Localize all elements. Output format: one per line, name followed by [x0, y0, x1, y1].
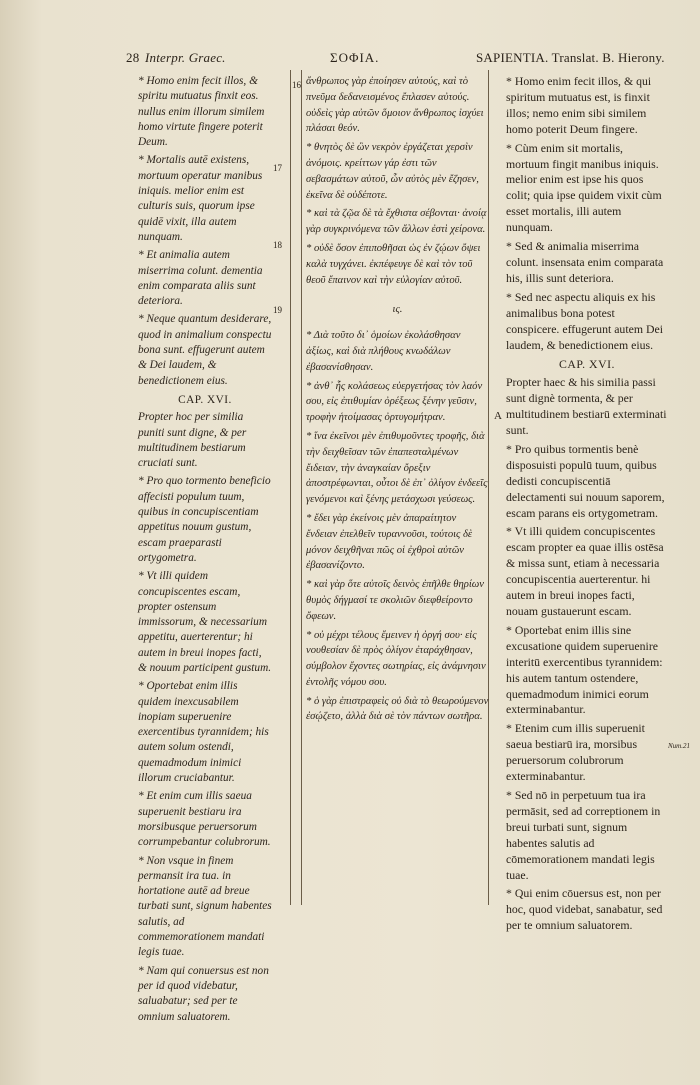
paragraph: * Homo enim fecit illos, & spiritu mutuatus finxit eos. nullus enim illorum similem homo virtute fingere poterit Deum.: [138, 75, 265, 149]
paragraph: * ἔδει γὰρ ἐκείνοις μὲν ἀπαραίτητον ἔνδειαν ἐπελθεῖν τυραννοῦσι, τούτοις δὲ μόνον δειχθῆναι πῶς οἱ ἐχθροὶ αὐτῶν ἐβασανίζοντο.: [306, 512, 473, 572]
verse-number: 16: [292, 80, 301, 90]
paragraph: * ὁ γὰρ ἐπιστραφεὶς οὐ διὰ τὸ θεωρούμενον ἐσῴζετο, ἀλλὰ διὰ σὲ τὸν πάντων σωτῆρα.: [306, 695, 489, 723]
paragraph: * Oportebat enim illis sine excusatione quidem superuenire interitū exercentibus tyrannidem: his autem tantum ostendere, quemadmodum inimici eorum exterminabantur.: [506, 622, 663, 717]
paragraph: ἄνθρωπος γὰρ ἐποίησεν αὐτούς, καὶ τὸ πνεῦμα δεδανεισμένος ἔπλασεν αὐτούς. οὐδεὶς γὰρ αὐτῶν ὅμοιον ἄνθρωπος ἰσχύει πλάσαι θεόν.: [306, 76, 484, 135]
paragraph: * Sed nō in perpetuum tua ira permāsit, sed ad correptionem in breui turbati sunt, signum habentes salutis ad cōmemorationem mandati legis tuae.: [506, 787, 661, 882]
paragraph: Propter hoc per similia puniti sunt digne, & per multitudinem bestiarum cruciati sunt.: [138, 411, 247, 470]
column-rule-left-inner: [301, 70, 302, 905]
paragraph: * Sed nec aspectu aliquis ex his animalibus bona potest conspicere. effugerunt autem Dei laudem, & benedictionem eius.: [506, 289, 664, 352]
left-running-head: Interpr. Graec.: [145, 50, 226, 65]
paragraph: * Pro quo tormento beneficio affecisti populum tuum, quibus in concupiscentiam appetitus nouum gustum, escam praeparasti ortygometra.: [138, 475, 271, 564]
margin-note: Num.21: [668, 742, 690, 750]
greek-column: [306, 74, 489, 728]
verse-number: 17: [273, 163, 282, 173]
right-running-head: SAPIENTIA. Translat. B. Hierony.: [476, 50, 665, 65]
paragraph: * καὶ γὰρ ὅτε αὐτοῖς δεινὸς ἐπῆλθε θηρίων θυμὸς δήγμασί τε σκολιῶν διεφθείροντο ὄφεων.: [306, 579, 484, 622]
latin-interpretation-column: [138, 74, 272, 1028]
paragraph: * Pro quibus tormentis benè disposuisti populū tuum, quibus dedisti concupiscentiā delectamenti sui nouum saporem, escam parans eis ortygometram.: [506, 441, 665, 520]
page-number: 28: [126, 50, 140, 65]
paragraph: * Sed & animalia miserrima colunt. insensata enim comparata his, illis sunt deteriora.: [506, 239, 664, 285]
paragraph: * Et animalia autem miserrima colunt. dementia enim comparata aliis sunt deteriora.: [138, 249, 263, 308]
paragraph: * Cùm enim sit mortalis, mortuum fingit manibus iniquis. melior enim est ipse his quos colit; quia ipse quidem vixit cùm esset mortalis, illi autem nunquam.: [506, 140, 662, 235]
middle-running-head: ΣΟΦΙΑ.: [330, 50, 380, 65]
paragraph: * Oportebat enim illis quidem inexcusabilem inopiam superuenire exercentibus tyrannidem; his autem solum ostendi, quemadmodum inimici illorum cruciabantur.: [138, 680, 269, 785]
jerome-translation-column: [506, 74, 668, 937]
paragraph: * καὶ τὰ ζῷα δὲ τὰ ἔχθιστα σέβονται· ἀνοίᾳ γὰρ συγκρινόμενα τῶν ἄλλων ἐστὶ χείρονα.: [306, 208, 487, 236]
chapter-heading: ις.: [392, 304, 403, 316]
paragraph: * Qui enim cōuersus est, non per hoc, quod videbat, sanabatur, sed per te omnium saluatorem.: [506, 886, 663, 933]
paragraph: * οὐ μέχρι τέλους ἔμεινεν ἡ ὀργή σου· εἰς νουθεσίαν δὲ πρὸς ὀλίγον ἐταράχθησαν, σύμβολον ἔχοντες σωτηρίας, εἰς ἀνάμνησιν ἐντολῆς νόμου σου.: [306, 629, 486, 688]
paragraph: * Homo enim fecit illos, & qui spiritum mutuatus est, is finxit illos; nemo enim sibi similem homo poterit Deum fingere.: [506, 74, 652, 136]
paragraph: * ἵνα ἐκεῖνοι μὲν ἐπιθυμοῦντες τροφῆς, διὰ τὴν δειχθεῖσαν τῶν ἐπαπεσταλμένων ἔιδειαν, τὴν ἀναγκαίαν ὄρεξιν ἀποστρέφωνται, οὗτοι δὲ ἐπ᾽ ὀλίγον ἐνδεεῖς γενόμενοι καὶ ξένης μετάσχωσι γεύσεως.: [306, 430, 488, 506]
paragraph: * Neque quantum desiderare, quod in animalium conspectu bona sunt. effugerunt autem & Dei laudem, & benedictionem eius.: [138, 313, 272, 387]
paragraph: * Vt illi quidem concupiscentes escam propter ea quae illis ostēsa & missa sunt, etiam à necessaria concupiscentia auerterentur. hi autem in breui inopes facti, nouam gustauerunt escam.: [506, 524, 664, 618]
paragraph: * Διὰ τοῦτο δι᾽ ὁμοίων ἐκολάσθησαν ἀξίως, καὶ διὰ πλήθους κνωδάλων ἐβασανίσθησαν.: [306, 330, 461, 373]
paragraph: * ἀνθ᾽ ἧς κολάσεως εὐεργετήσας τὸν λαόν σου, εἰς ἐπιθυμίαν ὀρέξεως ξένην γεῦσιν, τροφὴν ἡτοίμασας ὀρτυγομήτραν.: [306, 380, 483, 424]
verse-number: 19: [273, 305, 282, 315]
chapter-heading: CAP. XVI.: [559, 357, 615, 372]
paragraph: * οὐδὲ ὅσον ἐπιποθῆσαι ὡς ἐν ζῴων ὄψει καλὰ τυγχάνει. ἐκπέφευγε δὲ καὶ τὸν τοῦ θεοῦ ἔπαινον καὶ τὴν εὐλογίαν αὐτοῦ.: [306, 242, 481, 286]
verse-number: 18: [273, 240, 282, 250]
paragraph: * Vt illi quidem concupiscentes escam, propter ostensum immissorum, & necessarium appetitu, auerterentur; hi autem in breui inopes facti, & nouum participent gustum.: [138, 570, 272, 674]
paragraph: * Etenim cum illis superuenit saeua bestiarū ira, morsibus peruersorum colubrorum exterminabantur.: [506, 721, 645, 784]
chapter-heading: CAP. XVI.: [178, 393, 232, 406]
paragraph: * Et enim cum illis saeua superuenit bestiaru ira morsibusque peruersorum corrumpebantur colubrorum.: [138, 790, 271, 849]
paragraph: * Mortalis autē existens, mortuum operatur manibus iniquis. melior enim est culturis suis, quorum ipse quidē vixit, illa autem nunquam.: [138, 154, 263, 243]
paragraph: * θνητὸς δὲ ὢν νεκρὸν ἐργάζεται χερσὶν ἀνόμοις. κρείττων γάρ ἐστι τῶν σεβασμάτων αὐτοῦ, ὧν αὐτὸς μὲν ἔζησεν, ἐκεῖνα δὲ οὐδέποτε.: [306, 142, 479, 201]
paragraph: * Nam qui conuersus est non per id quod videbatur, saluabatur; sed per te omnium saluatorem.: [138, 964, 269, 1023]
paragraph: * Non vsque in finem permansit ira tua. in hortatione autē ad breue turbati sunt, signum habentes salutis, ad commemorationem mandati legis tuae.: [138, 854, 272, 959]
column-rule-left: [290, 70, 291, 905]
paragraph: Propter haec & his similia passi sunt dignè tormenta, & per multitudinem bestiarū exterminati sunt.: [506, 375, 667, 438]
margin-letter: A: [494, 410, 502, 422]
